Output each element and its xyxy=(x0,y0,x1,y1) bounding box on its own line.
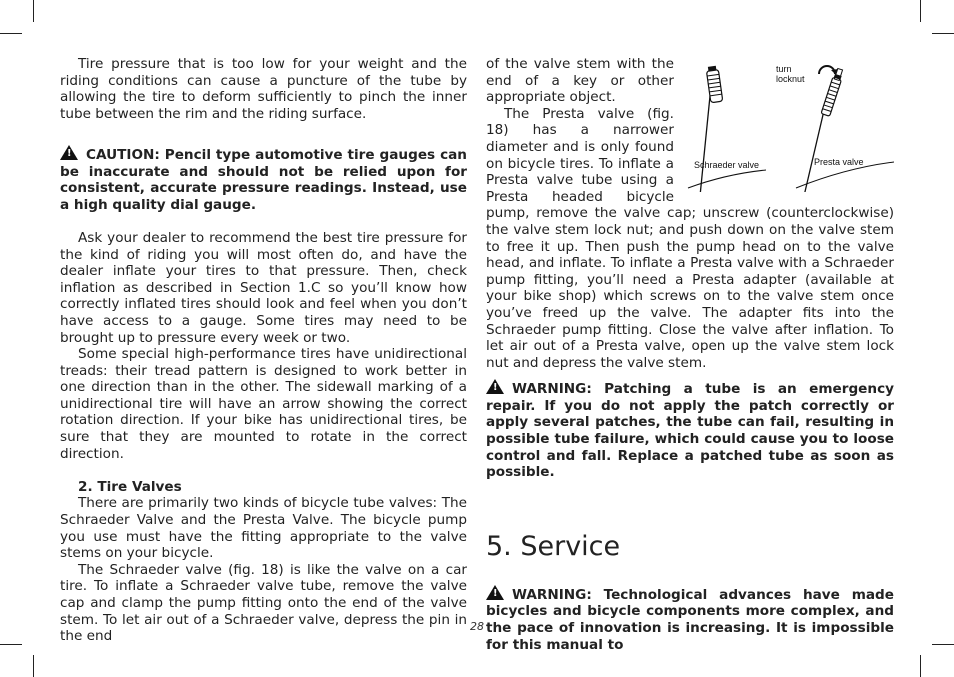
warning-triangle-icon xyxy=(486,379,504,394)
paragraph-schraeder-continued: of the valve stem with the end of a key or other appropriate object. xyxy=(486,56,674,106)
left-column xyxy=(60,56,467,645)
locknut-label: locknut xyxy=(776,74,805,84)
crop-mark xyxy=(920,0,921,22)
caution-paragraph xyxy=(60,145,467,213)
warning-tech-text: WARNING: Technological advances have made bicycles and bicycle components more complex, and the pace of innovation is increasing. It is impossible for this manual to xyxy=(486,586,894,653)
warning-triangle-icon xyxy=(60,145,78,160)
schraeder-label: Schraeder valve xyxy=(694,160,760,170)
turn-label: turn xyxy=(776,64,792,74)
crop-mark xyxy=(33,655,34,677)
paragraph-presta: The Presta valve (fig. 18) has a narrower diameter and is only found on bicycle tires. To inflate a Presta valve tube using a Presta headed bicycle pump, remove the valve cap; unscrew (counterclockwise) the valve stem lock nut; and push down on the valve stem to free it up. Then push the pump head on to the valve head, and inflate. To inflate a Presta valve with a Schraeder pump fitting, you’ll need a Presta adapter (available at your bike shop) which screws on to the valve stem once you’ve freed up the valve. The adapter fits into the Schraeder pump fitting. Close the valve after inflation. To let air out of a Presta valve, open up the valve stem lock nut and depress the valve stem. xyxy=(486,105,894,371)
valve-figure xyxy=(686,56,894,192)
schraeder-valve-drawing xyxy=(688,65,766,192)
paragraph-unidirectional: Some special high-performance tires have unidirectional treads: their tread pattern is designed to work better in one direction than in the other. The sidewall marking of a unidirectional tire will have an arrow showing the correct rotation direction. If your bike has unidirectional tires, be sure that they are mounted to rotate in the correct direction. xyxy=(60,346,467,462)
warning-patch-text: WARNING: Patching a tube is an emergency repair. If you do not apply the patch correctly or apply several patches, the tube can fail, resulting in possible tube failure, which could cause you to loose control and fall. Replace a patched tube as soon as possible. xyxy=(486,381,894,481)
crop-mark xyxy=(33,0,34,22)
crop-mark xyxy=(920,655,921,677)
presta-label: Presta valve xyxy=(814,157,864,167)
presta-valve-drawing xyxy=(796,66,894,192)
chapter-title: 5. Service xyxy=(486,530,621,562)
warning-triangle-icon xyxy=(486,585,504,600)
valve-illustration xyxy=(686,56,894,192)
paragraph-valve-kinds: There are primarily two kinds of bicycle tube valves: The Schraeder Valve and the Presta Valve. The bicycle pump you use must have the fitting appropriate to the valve stems on your bicycle. xyxy=(60,495,467,562)
paragraph-schraeder: The Schraeder valve (fig. 18) is like the valve on a car tire. To inflate a Schraeder valve tube, remove the valve cap and clamp the pump fitting onto the end of the valve stem. To let air out of a Schraeder valve, depress the pin in the end xyxy=(60,561,467,645)
paragraph-dealer: Ask your dealer to recommend the best tire pressure for the kind of riding you will most often do, and have the dealer inflate your tires to that pressure. Then, check inflation as described in Section 1.C so you’ll know how correctly inflated tires should look and feel when you don’t have access to a gauge. Some tires may need to be brought up to pressure every week or two. xyxy=(60,229,467,346)
caution-text: CAUTION: Pencil type automotive tire gauges can be inaccurate and should not be relied upon for consistent, accurate pressure readings. Instead, use a high quality dial gauge. xyxy=(60,146,467,213)
right-column xyxy=(486,56,894,653)
crop-mark xyxy=(0,33,22,34)
warning-patch-paragraph xyxy=(486,379,894,481)
section-heading-tire-valves: 2. Tire Valves xyxy=(78,478,182,495)
crop-mark xyxy=(0,644,22,645)
page-number: 28 xyxy=(470,620,484,633)
crop-mark xyxy=(932,33,954,34)
crop-mark xyxy=(932,644,954,645)
paragraph-low-pressure: Tire pressure that is too low for your weight and the riding conditions can cause a puncture of the tube by allowing the tire to deform sufficiently to pinch the inner tube between the rim and the riding surface. xyxy=(60,56,467,122)
